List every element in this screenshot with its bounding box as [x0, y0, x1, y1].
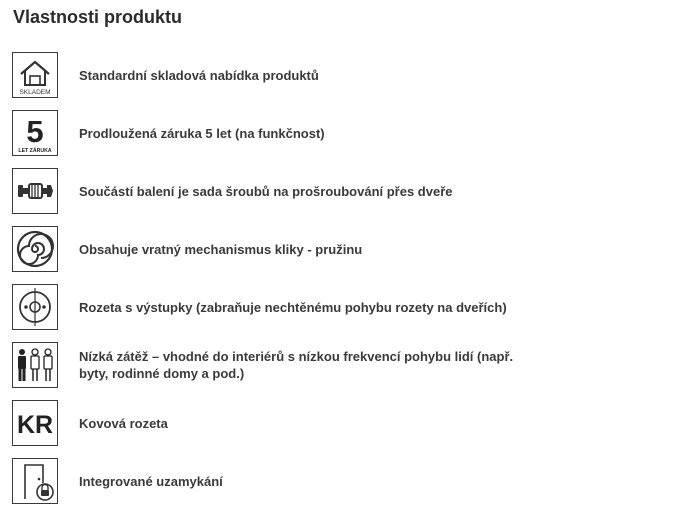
kr-icon-text: KR: [16, 411, 54, 439]
people-icon: [12, 342, 58, 388]
feature-row: [12, 167, 672, 215]
feature-label: Obsahuje vratný mechanismus kliky - pružinu: [79, 241, 363, 257]
feature-label: Prodloužená záruka 5 let (na funkčnost): [79, 125, 325, 141]
section-title: Vlastnosti produktu: [13, 7, 183, 27]
feature-label: Nízká zátěž – vhodné do interiérů s nízkou frekvencí pohybu lidí (např. byty, rodinné domy a pod.): [79, 349, 514, 381]
warranty-icon: [12, 110, 58, 156]
lock-door-icon: [12, 458, 58, 504]
feature-row: [12, 399, 672, 447]
feature-row: [12, 283, 672, 331]
feature-label: Kovová rozeta: [79, 415, 168, 431]
feature-row: [12, 51, 672, 99]
feature-label: Rozeta s výstupky (zabraňuje nechtěnému pohybu rozety na dveřích): [79, 299, 507, 315]
rosette-icon: [12, 284, 58, 330]
feature-label: Integrované uzamykání: [79, 473, 223, 489]
feature-row: [12, 341, 672, 389]
warehouse-icon-text: SKLADEM: [19, 89, 51, 96]
kr-icon: [12, 400, 58, 446]
screw-icon: [12, 168, 58, 214]
warehouse-icon: [12, 52, 58, 98]
feature-row: [12, 109, 672, 157]
feature-label: Standardní skladová nabídka produktů: [79, 67, 319, 83]
feature-row: [12, 457, 672, 505]
feature-row: [12, 225, 672, 273]
warranty-subtext: LET ZÁRUKA: [18, 148, 52, 154]
warranty-number: 5: [26, 114, 44, 149]
feature-label: Součástí balení je sada šroubů na prošroubování přes dveře: [79, 183, 453, 199]
spring-icon: [12, 226, 58, 272]
